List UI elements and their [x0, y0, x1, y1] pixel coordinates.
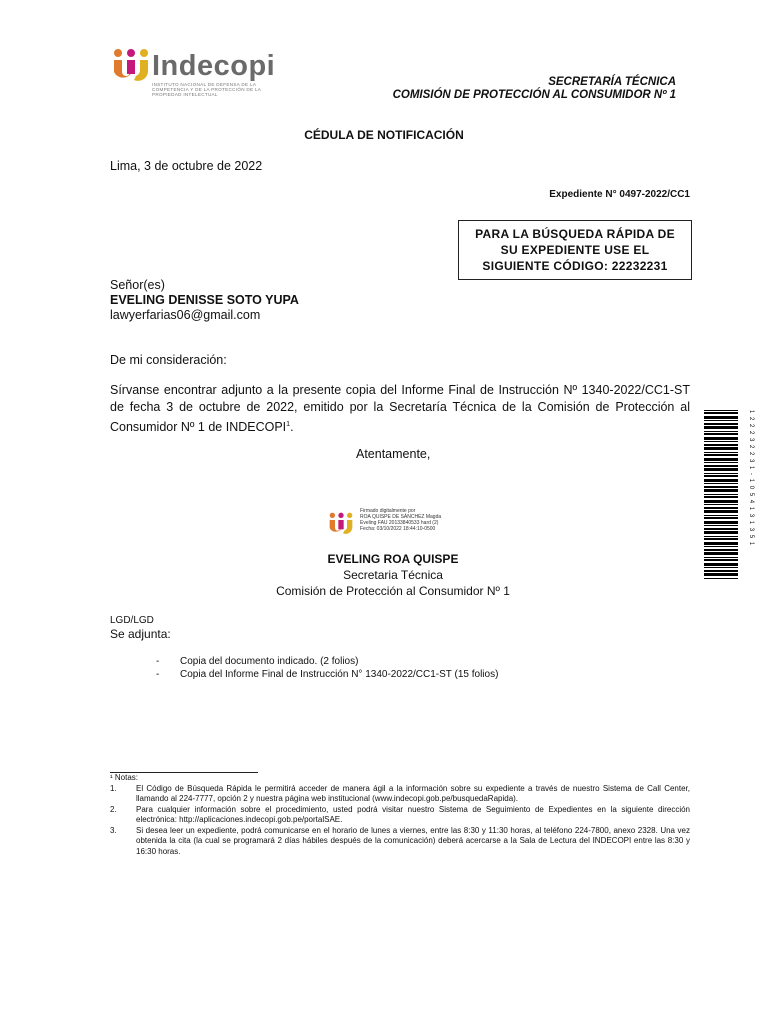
document-title: CÉDULA DE NOTIFICACIÓN — [304, 128, 464, 142]
digital-signature-stamp — [324, 508, 464, 540]
indecopi-emblem-icon — [112, 48, 150, 84]
note-item — [110, 826, 690, 858]
attached-label: Se adjunta: — [110, 627, 171, 641]
note-item — [110, 805, 690, 826]
signature-details — [360, 508, 470, 532]
quick-search-box — [458, 220, 692, 280]
notification-paragraph: Sírvanse encontrar adjunto a la presente copia del Informe Final de Instrucción Nº 1340-2022/CC1-ST de fecha 3 de octubre de 2022, emitido por la Secretaría Técnica de la Comisión de Protección al Consumidor Nº 1 de INDECOPI$^1$. — [110, 383, 690, 435]
signature-emblem-icon — [326, 512, 356, 536]
greeting: De mi consideración: — [110, 353, 227, 367]
notes-heading: ¹ Notas: — [110, 773, 139, 782]
logo-tagline: INSTITUTO NACIONAL DE DEFENSA DE LA COMPETENCIA Y DE LA PROTECCIÓN DE LA PROPIEDAD INTELECTUAL — [152, 82, 261, 98]
footnote-mark: 1 — [286, 421, 291, 428]
closing: Atentamente, — [356, 447, 431, 461]
signer-commission: Comisión de Protección al Consumidor Nº 1 — [276, 584, 510, 598]
recipient-name: EVELING DENISSE SOTO YUPA — [110, 293, 299, 307]
header-office: SECRETARÍA TÉCNICA — [548, 76, 676, 88]
expediente-number: Expediente N° 0497-2022/CC1 — [549, 189, 690, 200]
note-text: El Código de Búsqueda Rápida le permitirá acceder de manera ágil a la información sobre su expediente a través de nuestro Sistema de Call Center, llamando al 224-7777, opción 2 y nuestra página web institucional (www.indecopi.gob.pe/busquedaRapida). — [136, 783, 690, 803]
document-date: Lima, 3 de octubre de 2022 — [110, 159, 263, 173]
barcode-text: 1 2 2 2 3 2 2 3 1 - 1 0 5 4 1 3 1 3 5 1 — [748, 410, 754, 547]
signer-role: Secretaria Técnica — [343, 568, 443, 582]
signature-line-1: Firmado digitalmente por — [360, 508, 416, 514]
note-text: Para cualquier información sobre el procedimiento, usted podrá visitar nuestro Sistema de Seguimiento de Expedientes en la siguiente dirección electrónica: http://aplicaciones.indecopi.gob.pe/portalSAE. — [136, 804, 690, 824]
note-number: 3. — [110, 825, 117, 835]
note-text: Si desea leer un expediente, podrá comunicarse en el horario de lunes a viernes, entre las 8:30 y 11:30 horas, al teléfono 224-7800, anexo 2328. Una vez obtenida la cita (la cual se programará 2 días hábiles después de la comunicación) deberá acercarse a la Sala de Lectura del INDECOPI entre las 8:30 y 16:30 horas. — [136, 825, 690, 856]
signature-line-4: Fecha: 03/10/2022 18:44:10-0500 — [360, 526, 436, 532]
logo-wordmark: Indecopi — [152, 50, 276, 82]
recipient-salutation: Señor(es) — [110, 278, 165, 292]
attachment-text: Copia del documento indicado. (2 folios) — [180, 656, 359, 667]
note-number: 1. — [110, 783, 117, 793]
note-number: 2. — [110, 804, 117, 814]
quick-search-text: PARA LA BÚSQUEDA RÁPIDA DE SU EXPEDIENTE USE EL SIGUIENTE CÓDIGO: 22232231 — [475, 227, 675, 273]
signer-name: EVELING ROA QUISPE — [327, 552, 459, 566]
note-item — [110, 784, 690, 805]
attachment-text: Copia del Informe Final de Instrucción N° 1340-2022/CC1-ST (15 folios) — [180, 669, 499, 680]
attachment-item: - Copia del Informe Final de Instrucción N° 1340-2022/CC1-ST (15 folios) — [156, 669, 499, 680]
initials: LGD/LGD — [110, 615, 154, 626]
attachment-item: - Copia del documento indicado. (2 folios) — [156, 656, 359, 667]
paragraph-text: Sírvanse encontrar adjunto a la presente copia del Informe Final de Instrucción Nº 1340-2022/CC1-ST de fecha 3 de octubre de 2022, emitido por la Secretaría Técnica de la Comisión de Protección al Consumidor Nº 1 de INDECOPI — [110, 383, 690, 435]
signature-line-2: ROA QUISPE DE SÁNCHEZ Magda — [360, 514, 442, 520]
footnotes — [110, 773, 690, 857]
document-barcode — [704, 410, 756, 582]
signature-line-3: Eveling FAU 20133840533 hard (2) — [360, 520, 439, 526]
barcode-bars — [704, 410, 738, 582]
indecopi-logo — [112, 46, 302, 110]
recipient-email: lawyerfarias06@gmail.com — [110, 308, 261, 322]
header-commission: COMISIÓN DE PROTECCIÓN AL CONSUMIDOR Nº 1 — [392, 89, 676, 101]
